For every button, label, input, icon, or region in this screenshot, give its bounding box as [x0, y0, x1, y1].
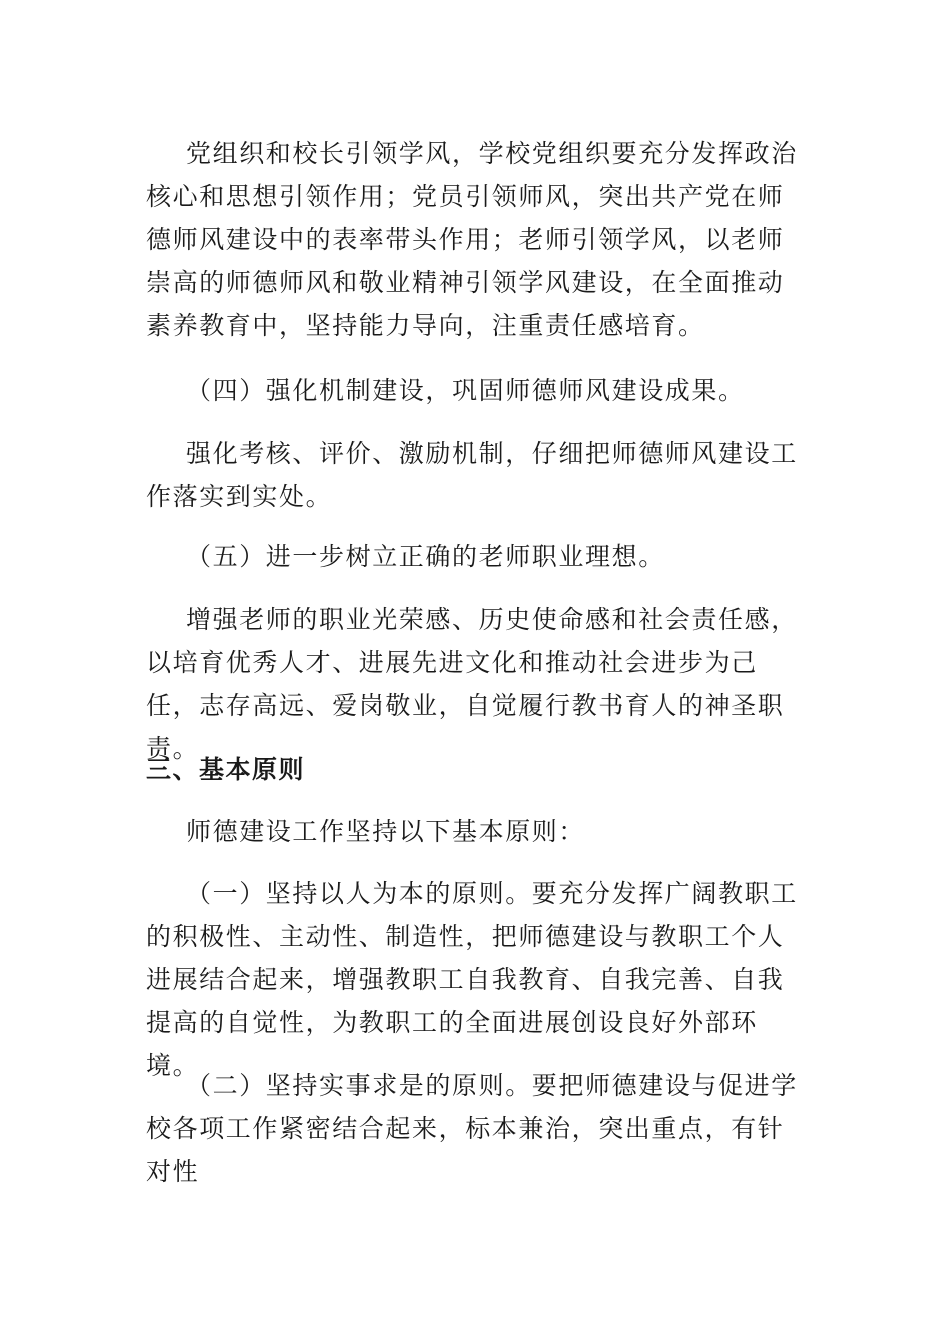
paragraph-party-leadership: 党组织和校长引领学风，学校党组织要充分发挥政治核心和思想引领作用；党员引领师风，突出共产党在师德师风建设中的表率带头作用；老师引领学风，以老师崇高的师德师风和敬业精神引领学风建设，在全面推动素养教育中，坚持能力导向，注重责任感培育。	[146, 139, 798, 340]
paragraph-mechanism: 强化考核、评价、激励机制，仔细把师德师风建设工作落实到实处。	[146, 439, 798, 511]
subheading-four: （四）强化机制建设，巩固师德师风建设成果。	[186, 376, 745, 405]
section-title-basic-principles: 三、基本原则	[146, 755, 306, 784]
subheading-five: （五）进一步树立正确的老师职业理想。	[186, 542, 665, 571]
paragraph-career-ideal: 增强老师的职业光荣感、历史使命感和社会责任感，以培育优秀人才、进展先进文化和推动社会进步为己任，志存高远、爱岗敬业，自觉履行教书育人的神圣职责。	[146, 605, 798, 763]
paragraph-principle-two: （二）坚持实事求是的原则。要把师德建设与促进学校各项工作紧密结合起来，标本兼治，突出重点，有针对性	[146, 1071, 798, 1186]
paragraph-principle-one: （一）坚持以人为本的原则。要充分发挥广阔教职工的积极性、主动性、制造性，把师德建设与教职工个人进展结合起来，增强教职工自我教育、自我完善、自我提高的自觉性，为教职工的全面进展创设良好外部环境。	[146, 879, 798, 1080]
paragraph-principles-intro: 师德建设工作坚持以下基本原则：	[186, 817, 586, 846]
